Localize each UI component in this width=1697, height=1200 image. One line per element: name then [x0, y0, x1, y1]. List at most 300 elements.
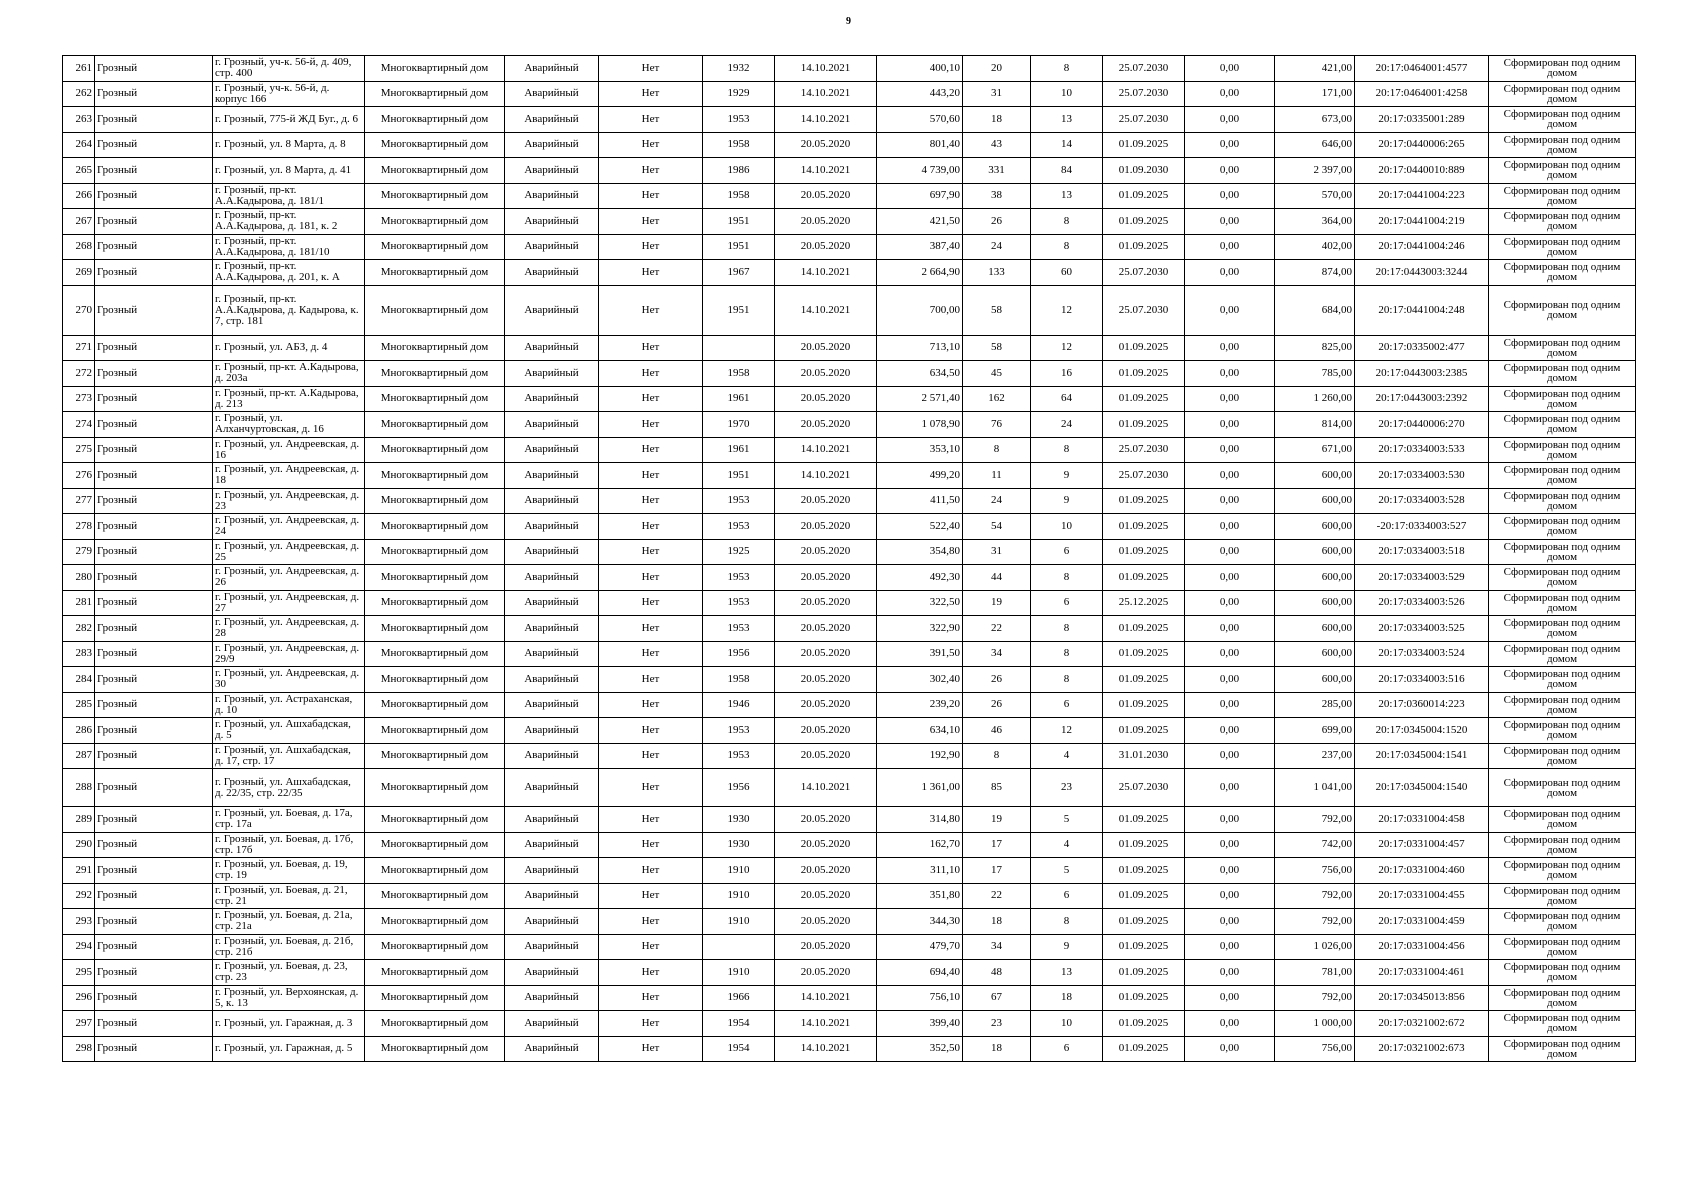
land-area-cell: 600,00 — [1275, 514, 1355, 540]
area-cell: 352,50 — [877, 1036, 963, 1062]
cadastral-number-cell: 20:17:0440006:270 — [1355, 412, 1489, 438]
apartments-cell: 84 — [1031, 158, 1103, 184]
table-row — [63, 361, 1636, 387]
land-area-cell: 600,00 — [1275, 463, 1355, 489]
condition-cell: Аварийный — [505, 260, 599, 286]
recognition-date-cell: 14.10.2021 — [775, 1036, 877, 1062]
residents-cell: 44 — [963, 565, 1031, 591]
recognition-date-cell: 20.05.2020 — [775, 743, 877, 769]
value-one-cell: 0,00 — [1185, 56, 1275, 82]
land-area-cell: 600,00 — [1275, 488, 1355, 514]
flag-cell: Нет — [599, 1011, 703, 1037]
address-cell: г. Грозный, ул. АБЗ, д. 4 — [213, 335, 365, 361]
city-cell: Грозный — [95, 234, 213, 260]
residents-cell: 48 — [963, 960, 1031, 986]
table-row — [63, 616, 1636, 642]
building-type-cell: Многоквартирный дом — [365, 56, 505, 82]
cadastral-number-cell: 20:17:0345013:856 — [1355, 985, 1489, 1011]
cadastral-number-cell: 20:17:0331004:455 — [1355, 883, 1489, 909]
land-area-cell: 364,00 — [1275, 209, 1355, 235]
value-one-cell: 0,00 — [1185, 437, 1275, 463]
condition-cell: Аварийный — [505, 1011, 599, 1037]
recognition-date-cell: 20.05.2020 — [775, 883, 877, 909]
building-type-cell: Многоквартирный дом — [365, 107, 505, 133]
table-row — [63, 641, 1636, 667]
area-cell: 400,10 — [877, 56, 963, 82]
condition-cell: Аварийный — [505, 81, 599, 107]
recognition-date-cell: 14.10.2021 — [775, 463, 877, 489]
area-cell: 570,60 — [877, 107, 963, 133]
row-number-cell: 275 — [63, 437, 95, 463]
apartments-cell: 9 — [1031, 488, 1103, 514]
construction-year-cell: 1966 — [703, 985, 775, 1011]
land-status-cell: Сформирован под одним домом — [1489, 386, 1636, 412]
recognition-date-cell: 14.10.2021 — [775, 81, 877, 107]
condition-cell: Аварийный — [505, 769, 599, 807]
building-type-cell: Многоквартирный дом — [365, 437, 505, 463]
address-cell: г. Грозный, ул. Боевая, д. 21а, стр. 21а — [213, 909, 365, 935]
residents-cell: 24 — [963, 234, 1031, 260]
land-status-cell: Сформирован под одним домом — [1489, 285, 1636, 335]
construction-year-cell: 1958 — [703, 132, 775, 158]
residents-cell: 31 — [963, 81, 1031, 107]
condition-cell: Аварийный — [505, 412, 599, 438]
area-cell: 1 361,00 — [877, 769, 963, 807]
address-cell: г. Грозный, ул. Боевая, д. 21, стр. 21 — [213, 883, 365, 909]
flag-cell: Нет — [599, 386, 703, 412]
building-type-cell: Многоквартирный дом — [365, 909, 505, 935]
residents-cell: 26 — [963, 209, 1031, 235]
construction-year-cell: 1951 — [703, 234, 775, 260]
construction-year-cell: 1951 — [703, 463, 775, 489]
residents-cell: 26 — [963, 667, 1031, 693]
value-one-cell: 0,00 — [1185, 985, 1275, 1011]
recognition-date-cell: 20.05.2020 — [775, 667, 877, 693]
residents-cell: 31 — [963, 539, 1031, 565]
flag-cell: Нет — [599, 934, 703, 960]
address-cell: г. Грозный, ул. Ашхабадская, д. 17, стр. 17 — [213, 743, 365, 769]
value-one-cell: 0,00 — [1185, 335, 1275, 361]
apartments-cell: 12 — [1031, 285, 1103, 335]
city-cell: Грозный — [95, 985, 213, 1011]
residents-cell: 38 — [963, 183, 1031, 209]
table-row — [63, 209, 1636, 235]
residents-cell: 22 — [963, 616, 1031, 642]
residents-cell: 20 — [963, 56, 1031, 82]
residents-cell: 22 — [963, 883, 1031, 909]
row-number-cell: 297 — [63, 1011, 95, 1037]
address-cell: г. Грозный, ул. Андреевская, д. 23 — [213, 488, 365, 514]
value-one-cell: 0,00 — [1185, 807, 1275, 833]
apartments-cell: 8 — [1031, 667, 1103, 693]
cadastral-number-cell: 20:17:0334003:524 — [1355, 641, 1489, 667]
condition-cell: Аварийный — [505, 132, 599, 158]
planned-date-cell: 25.07.2030 — [1103, 463, 1185, 489]
cadastral-number-cell: 20:17:0345004:1520 — [1355, 718, 1489, 744]
land-status-cell: Сформирован под одним домом — [1489, 1036, 1636, 1062]
planned-date-cell: 01.09.2025 — [1103, 858, 1185, 884]
table-row — [63, 934, 1636, 960]
apartments-cell: 16 — [1031, 361, 1103, 387]
apartments-cell: 14 — [1031, 132, 1103, 158]
building-type-cell: Многоквартирный дом — [365, 234, 505, 260]
table-row — [63, 514, 1636, 540]
row-number-cell: 284 — [63, 667, 95, 693]
table-row — [63, 335, 1636, 361]
cadastral-number-cell: 20:17:0464001:4577 — [1355, 56, 1489, 82]
table-row — [63, 858, 1636, 884]
city-cell: Грозный — [95, 909, 213, 935]
flag-cell: Нет — [599, 858, 703, 884]
value-one-cell: 0,00 — [1185, 641, 1275, 667]
address-cell: г. Грозный, ул. Ашхабадская, д. 5 — [213, 718, 365, 744]
flag-cell: Нет — [599, 565, 703, 591]
cadastral-number-cell: 20:17:0334003:530 — [1355, 463, 1489, 489]
condition-cell: Аварийный — [505, 183, 599, 209]
residents-cell: 19 — [963, 807, 1031, 833]
building-type-cell: Многоквартирный дом — [365, 463, 505, 489]
condition-cell: Аварийный — [505, 743, 599, 769]
apartments-cell: 10 — [1031, 81, 1103, 107]
land-area-cell: 1 000,00 — [1275, 1011, 1355, 1037]
planned-date-cell: 01.09.2025 — [1103, 718, 1185, 744]
land-area-cell: 285,00 — [1275, 692, 1355, 718]
land-area-cell: 756,00 — [1275, 858, 1355, 884]
cadastral-number-cell: 20:17:0321002:672 — [1355, 1011, 1489, 1037]
building-type-cell: Многоквартирный дом — [365, 883, 505, 909]
apartments-cell: 6 — [1031, 1036, 1103, 1062]
cadastral-number-cell: 20:17:0443003:2392 — [1355, 386, 1489, 412]
construction-year-cell: 1953 — [703, 743, 775, 769]
apartments-cell: 6 — [1031, 883, 1103, 909]
row-number-cell: 289 — [63, 807, 95, 833]
building-type-cell: Многоквартирный дом — [365, 667, 505, 693]
land-area-cell: 600,00 — [1275, 539, 1355, 565]
land-status-cell: Сформирован под одним домом — [1489, 934, 1636, 960]
city-cell: Грозный — [95, 692, 213, 718]
land-area-cell: 673,00 — [1275, 107, 1355, 133]
planned-date-cell: 01.09.2025 — [1103, 132, 1185, 158]
row-number-cell: 282 — [63, 616, 95, 642]
row-number-cell: 291 — [63, 858, 95, 884]
building-type-cell: Многоквартирный дом — [365, 539, 505, 565]
table-row — [63, 807, 1636, 833]
recognition-date-cell: 20.05.2020 — [775, 832, 877, 858]
city-cell: Грозный — [95, 81, 213, 107]
residents-cell: 26 — [963, 692, 1031, 718]
row-number-cell: 272 — [63, 361, 95, 387]
housing-register-table — [62, 55, 1636, 1062]
row-number-cell: 270 — [63, 285, 95, 335]
land-status-cell: Сформирован под одним домом — [1489, 858, 1636, 884]
value-one-cell: 0,00 — [1185, 539, 1275, 565]
row-number-cell: 273 — [63, 386, 95, 412]
value-one-cell: 0,00 — [1185, 667, 1275, 693]
condition-cell: Аварийный — [505, 56, 599, 82]
row-number-cell: 274 — [63, 412, 95, 438]
recognition-date-cell: 14.10.2021 — [775, 285, 877, 335]
address-cell: г. Грозный, уч-к. 56-й, д. 409, стр. 400 — [213, 56, 365, 82]
table-row — [63, 56, 1636, 82]
row-number-cell: 285 — [63, 692, 95, 718]
row-number-cell: 295 — [63, 960, 95, 986]
recognition-date-cell: 14.10.2021 — [775, 985, 877, 1011]
area-cell: 239,20 — [877, 692, 963, 718]
construction-year-cell: 1954 — [703, 1011, 775, 1037]
condition-cell: Аварийный — [505, 1036, 599, 1062]
table-body — [63, 56, 1636, 1062]
land-area-cell: 600,00 — [1275, 590, 1355, 616]
value-one-cell: 0,00 — [1185, 81, 1275, 107]
land-status-cell: Сформирован под одним домом — [1489, 361, 1636, 387]
construction-year-cell: 1953 — [703, 488, 775, 514]
land-status-cell: Сформирован под одним домом — [1489, 183, 1636, 209]
apartments-cell: 9 — [1031, 934, 1103, 960]
cadastral-number-cell: 20:17:0335001:289 — [1355, 107, 1489, 133]
cadastral-number-cell: 20:17:0331004:457 — [1355, 832, 1489, 858]
value-one-cell: 0,00 — [1185, 743, 1275, 769]
table-row — [63, 718, 1636, 744]
building-type-cell: Многоквартирный дом — [365, 488, 505, 514]
area-cell: 634,50 — [877, 361, 963, 387]
value-one-cell: 0,00 — [1185, 514, 1275, 540]
land-status-cell: Сформирован под одним домом — [1489, 412, 1636, 438]
address-cell: г. Грозный, пр-кт. А.А.Кадырова, д. Кадырова, к. 7, стр. 181 — [213, 285, 365, 335]
planned-date-cell: 01.09.2025 — [1103, 807, 1185, 833]
construction-year-cell: 1953 — [703, 718, 775, 744]
planned-date-cell: 01.09.2025 — [1103, 539, 1185, 565]
row-number-cell: 276 — [63, 463, 95, 489]
building-type-cell: Многоквартирный дом — [365, 692, 505, 718]
address-cell: г. Грозный, пр-кт. А.Кадырова, д. 203а — [213, 361, 365, 387]
row-number-cell: 267 — [63, 209, 95, 235]
recognition-date-cell: 20.05.2020 — [775, 132, 877, 158]
table-row — [63, 539, 1636, 565]
flag-cell: Нет — [599, 960, 703, 986]
value-one-cell: 0,00 — [1185, 412, 1275, 438]
residents-cell: 8 — [963, 743, 1031, 769]
land-area-cell: 792,00 — [1275, 909, 1355, 935]
apartments-cell: 10 — [1031, 514, 1103, 540]
land-status-cell: Сформирован под одним домом — [1489, 985, 1636, 1011]
table-row — [63, 107, 1636, 133]
area-cell: 522,40 — [877, 514, 963, 540]
address-cell: г. Грозный, ул. Андреевская, д. 28 — [213, 616, 365, 642]
construction-year-cell: 1953 — [703, 616, 775, 642]
table-row — [63, 234, 1636, 260]
land-status-cell: Сформирован под одним домом — [1489, 667, 1636, 693]
planned-date-cell: 01.09.2025 — [1103, 934, 1185, 960]
apartments-cell: 13 — [1031, 107, 1103, 133]
planned-date-cell: 01.09.2025 — [1103, 883, 1185, 909]
recognition-date-cell: 20.05.2020 — [775, 692, 877, 718]
apartments-cell: 13 — [1031, 183, 1103, 209]
flag-cell: Нет — [599, 616, 703, 642]
recognition-date-cell: 20.05.2020 — [775, 718, 877, 744]
land-area-cell: 874,00 — [1275, 260, 1355, 286]
city-cell: Грозный — [95, 832, 213, 858]
area-cell: 700,00 — [877, 285, 963, 335]
construction-year-cell: 1953 — [703, 565, 775, 591]
address-cell: г. Грозный, ул. Гаражная, д. 3 — [213, 1011, 365, 1037]
flag-cell: Нет — [599, 81, 703, 107]
cadastral-number-cell: 20:17:0335002:477 — [1355, 335, 1489, 361]
area-cell: 353,10 — [877, 437, 963, 463]
value-one-cell: 0,00 — [1185, 832, 1275, 858]
value-one-cell: 0,00 — [1185, 769, 1275, 807]
planned-date-cell: 01.09.2025 — [1103, 960, 1185, 986]
recognition-date-cell: 20.05.2020 — [775, 565, 877, 591]
construction-year-cell: 1961 — [703, 437, 775, 463]
planned-date-cell: 01.09.2025 — [1103, 488, 1185, 514]
row-number-cell: 265 — [63, 158, 95, 184]
land-status-cell: Сформирован под одним домом — [1489, 641, 1636, 667]
planned-date-cell: 01.09.2025 — [1103, 667, 1185, 693]
value-one-cell: 0,00 — [1185, 158, 1275, 184]
building-type-cell: Многоквартирный дом — [365, 769, 505, 807]
cadastral-number-cell: 20:17:0441004:246 — [1355, 234, 1489, 260]
table-row — [63, 81, 1636, 107]
land-area-cell: 814,00 — [1275, 412, 1355, 438]
row-number-cell: 287 — [63, 743, 95, 769]
area-cell: 801,40 — [877, 132, 963, 158]
flag-cell: Нет — [599, 335, 703, 361]
planned-date-cell: 25.07.2030 — [1103, 769, 1185, 807]
flag-cell: Нет — [599, 769, 703, 807]
area-cell: 1 078,90 — [877, 412, 963, 438]
land-status-cell: Сформирован под одним домом — [1489, 883, 1636, 909]
building-type-cell: Многоквартирный дом — [365, 335, 505, 361]
area-cell: 322,50 — [877, 590, 963, 616]
land-status-cell: Сформирован под одним домом — [1489, 565, 1636, 591]
recognition-date-cell: 20.05.2020 — [775, 641, 877, 667]
residents-cell: 8 — [963, 437, 1031, 463]
building-type-cell: Многоквартирный дом — [365, 960, 505, 986]
table-row — [63, 260, 1636, 286]
city-cell: Грозный — [95, 565, 213, 591]
condition-cell: Аварийный — [505, 667, 599, 693]
recognition-date-cell: 20.05.2020 — [775, 934, 877, 960]
city-cell: Грозный — [95, 412, 213, 438]
address-cell: г. Грозный, ул. Андреевская, д. 30 — [213, 667, 365, 693]
residents-cell: 23 — [963, 1011, 1031, 1037]
residents-cell: 11 — [963, 463, 1031, 489]
condition-cell: Аварийный — [505, 107, 599, 133]
cadastral-number-cell: 20:17:0443003:3244 — [1355, 260, 1489, 286]
city-cell: Грозный — [95, 158, 213, 184]
residents-cell: 58 — [963, 335, 1031, 361]
land-area-cell: 742,00 — [1275, 832, 1355, 858]
address-cell: г. Грозный, 775-й ЖД Буг., д. 6 — [213, 107, 365, 133]
flag-cell: Нет — [599, 807, 703, 833]
address-cell: г. Грозный, ул. Андреевская, д. 25 — [213, 539, 365, 565]
cadastral-number-cell: 20:17:0345004:1540 — [1355, 769, 1489, 807]
residents-cell: 331 — [963, 158, 1031, 184]
address-cell: г. Грозный, ул. Андреевская, д. 26 — [213, 565, 365, 591]
apartments-cell: 13 — [1031, 960, 1103, 986]
table-row — [63, 463, 1636, 489]
land-status-cell: Сформирован под одним домом — [1489, 616, 1636, 642]
apartments-cell: 23 — [1031, 769, 1103, 807]
land-status-cell: Сформирован под одним домом — [1489, 56, 1636, 82]
city-cell: Грозный — [95, 285, 213, 335]
flag-cell: Нет — [599, 107, 703, 133]
recognition-date-cell: 20.05.2020 — [775, 539, 877, 565]
construction-year-cell: 1951 — [703, 209, 775, 235]
cadastral-number-cell: 20:17:0331004:456 — [1355, 934, 1489, 960]
address-cell: г. Грозный, ул. 8 Марта, д. 8 — [213, 132, 365, 158]
address-cell: г. Грозный, ул. Боевая, д. 19, стр. 19 — [213, 858, 365, 884]
area-cell: 492,30 — [877, 565, 963, 591]
apartments-cell: 8 — [1031, 56, 1103, 82]
area-cell: 391,50 — [877, 641, 963, 667]
recognition-date-cell: 20.05.2020 — [775, 488, 877, 514]
construction-year-cell: 1910 — [703, 909, 775, 935]
value-one-cell: 0,00 — [1185, 883, 1275, 909]
cadastral-number-cell: -20:17:0334003:527 — [1355, 514, 1489, 540]
cadastral-number-cell: 20:17:0334003:533 — [1355, 437, 1489, 463]
city-cell: Грозный — [95, 260, 213, 286]
land-status-cell: Сформирован под одним домом — [1489, 692, 1636, 718]
area-cell: 634,10 — [877, 718, 963, 744]
residents-cell: 18 — [963, 107, 1031, 133]
flag-cell: Нет — [599, 985, 703, 1011]
building-type-cell: Многоквартирный дом — [365, 209, 505, 235]
area-cell: 192,90 — [877, 743, 963, 769]
flag-cell: Нет — [599, 909, 703, 935]
condition-cell: Аварийный — [505, 285, 599, 335]
land-area-cell: 785,00 — [1275, 361, 1355, 387]
planned-date-cell: 25.07.2030 — [1103, 285, 1185, 335]
address-cell: г. Грозный, ул. Боевая, д. 17а, стр. 17а — [213, 807, 365, 833]
land-area-cell: 792,00 — [1275, 985, 1355, 1011]
residents-cell: 43 — [963, 132, 1031, 158]
value-one-cell: 0,00 — [1185, 488, 1275, 514]
building-type-cell: Многоквартирный дом — [365, 412, 505, 438]
planned-date-cell: 01.09.2025 — [1103, 909, 1185, 935]
value-one-cell: 0,00 — [1185, 909, 1275, 935]
land-status-cell: Сформирован под одним домом — [1489, 718, 1636, 744]
apartments-cell: 8 — [1031, 234, 1103, 260]
flag-cell: Нет — [599, 158, 703, 184]
land-status-cell: Сформирован под одним домом — [1489, 960, 1636, 986]
apartments-cell: 8 — [1031, 437, 1103, 463]
address-cell: г. Грозный, пр-кт. А.А.Кадырова, д. 181, к. 2 — [213, 209, 365, 235]
flag-cell: Нет — [599, 514, 703, 540]
recognition-date-cell: 20.05.2020 — [775, 234, 877, 260]
flag-cell: Нет — [599, 361, 703, 387]
construction-year-cell: 1956 — [703, 641, 775, 667]
condition-cell: Аварийный — [505, 488, 599, 514]
value-one-cell: 0,00 — [1185, 616, 1275, 642]
area-cell: 351,80 — [877, 883, 963, 909]
land-area-cell: 600,00 — [1275, 616, 1355, 642]
planned-date-cell: 25.07.2030 — [1103, 437, 1185, 463]
address-cell: г. Грозный, пр-кт. А.А.Кадырова, д. 201, к. А — [213, 260, 365, 286]
apartments-cell: 12 — [1031, 718, 1103, 744]
value-one-cell: 0,00 — [1185, 107, 1275, 133]
city-cell: Грозный — [95, 183, 213, 209]
row-number-cell: 293 — [63, 909, 95, 935]
apartments-cell: 8 — [1031, 641, 1103, 667]
flag-cell: Нет — [599, 183, 703, 209]
value-one-cell: 0,00 — [1185, 260, 1275, 286]
residents-cell: 45 — [963, 361, 1031, 387]
area-cell: 411,50 — [877, 488, 963, 514]
table-row — [63, 1036, 1636, 1062]
city-cell: Грозный — [95, 807, 213, 833]
city-cell: Грозный — [95, 1011, 213, 1037]
